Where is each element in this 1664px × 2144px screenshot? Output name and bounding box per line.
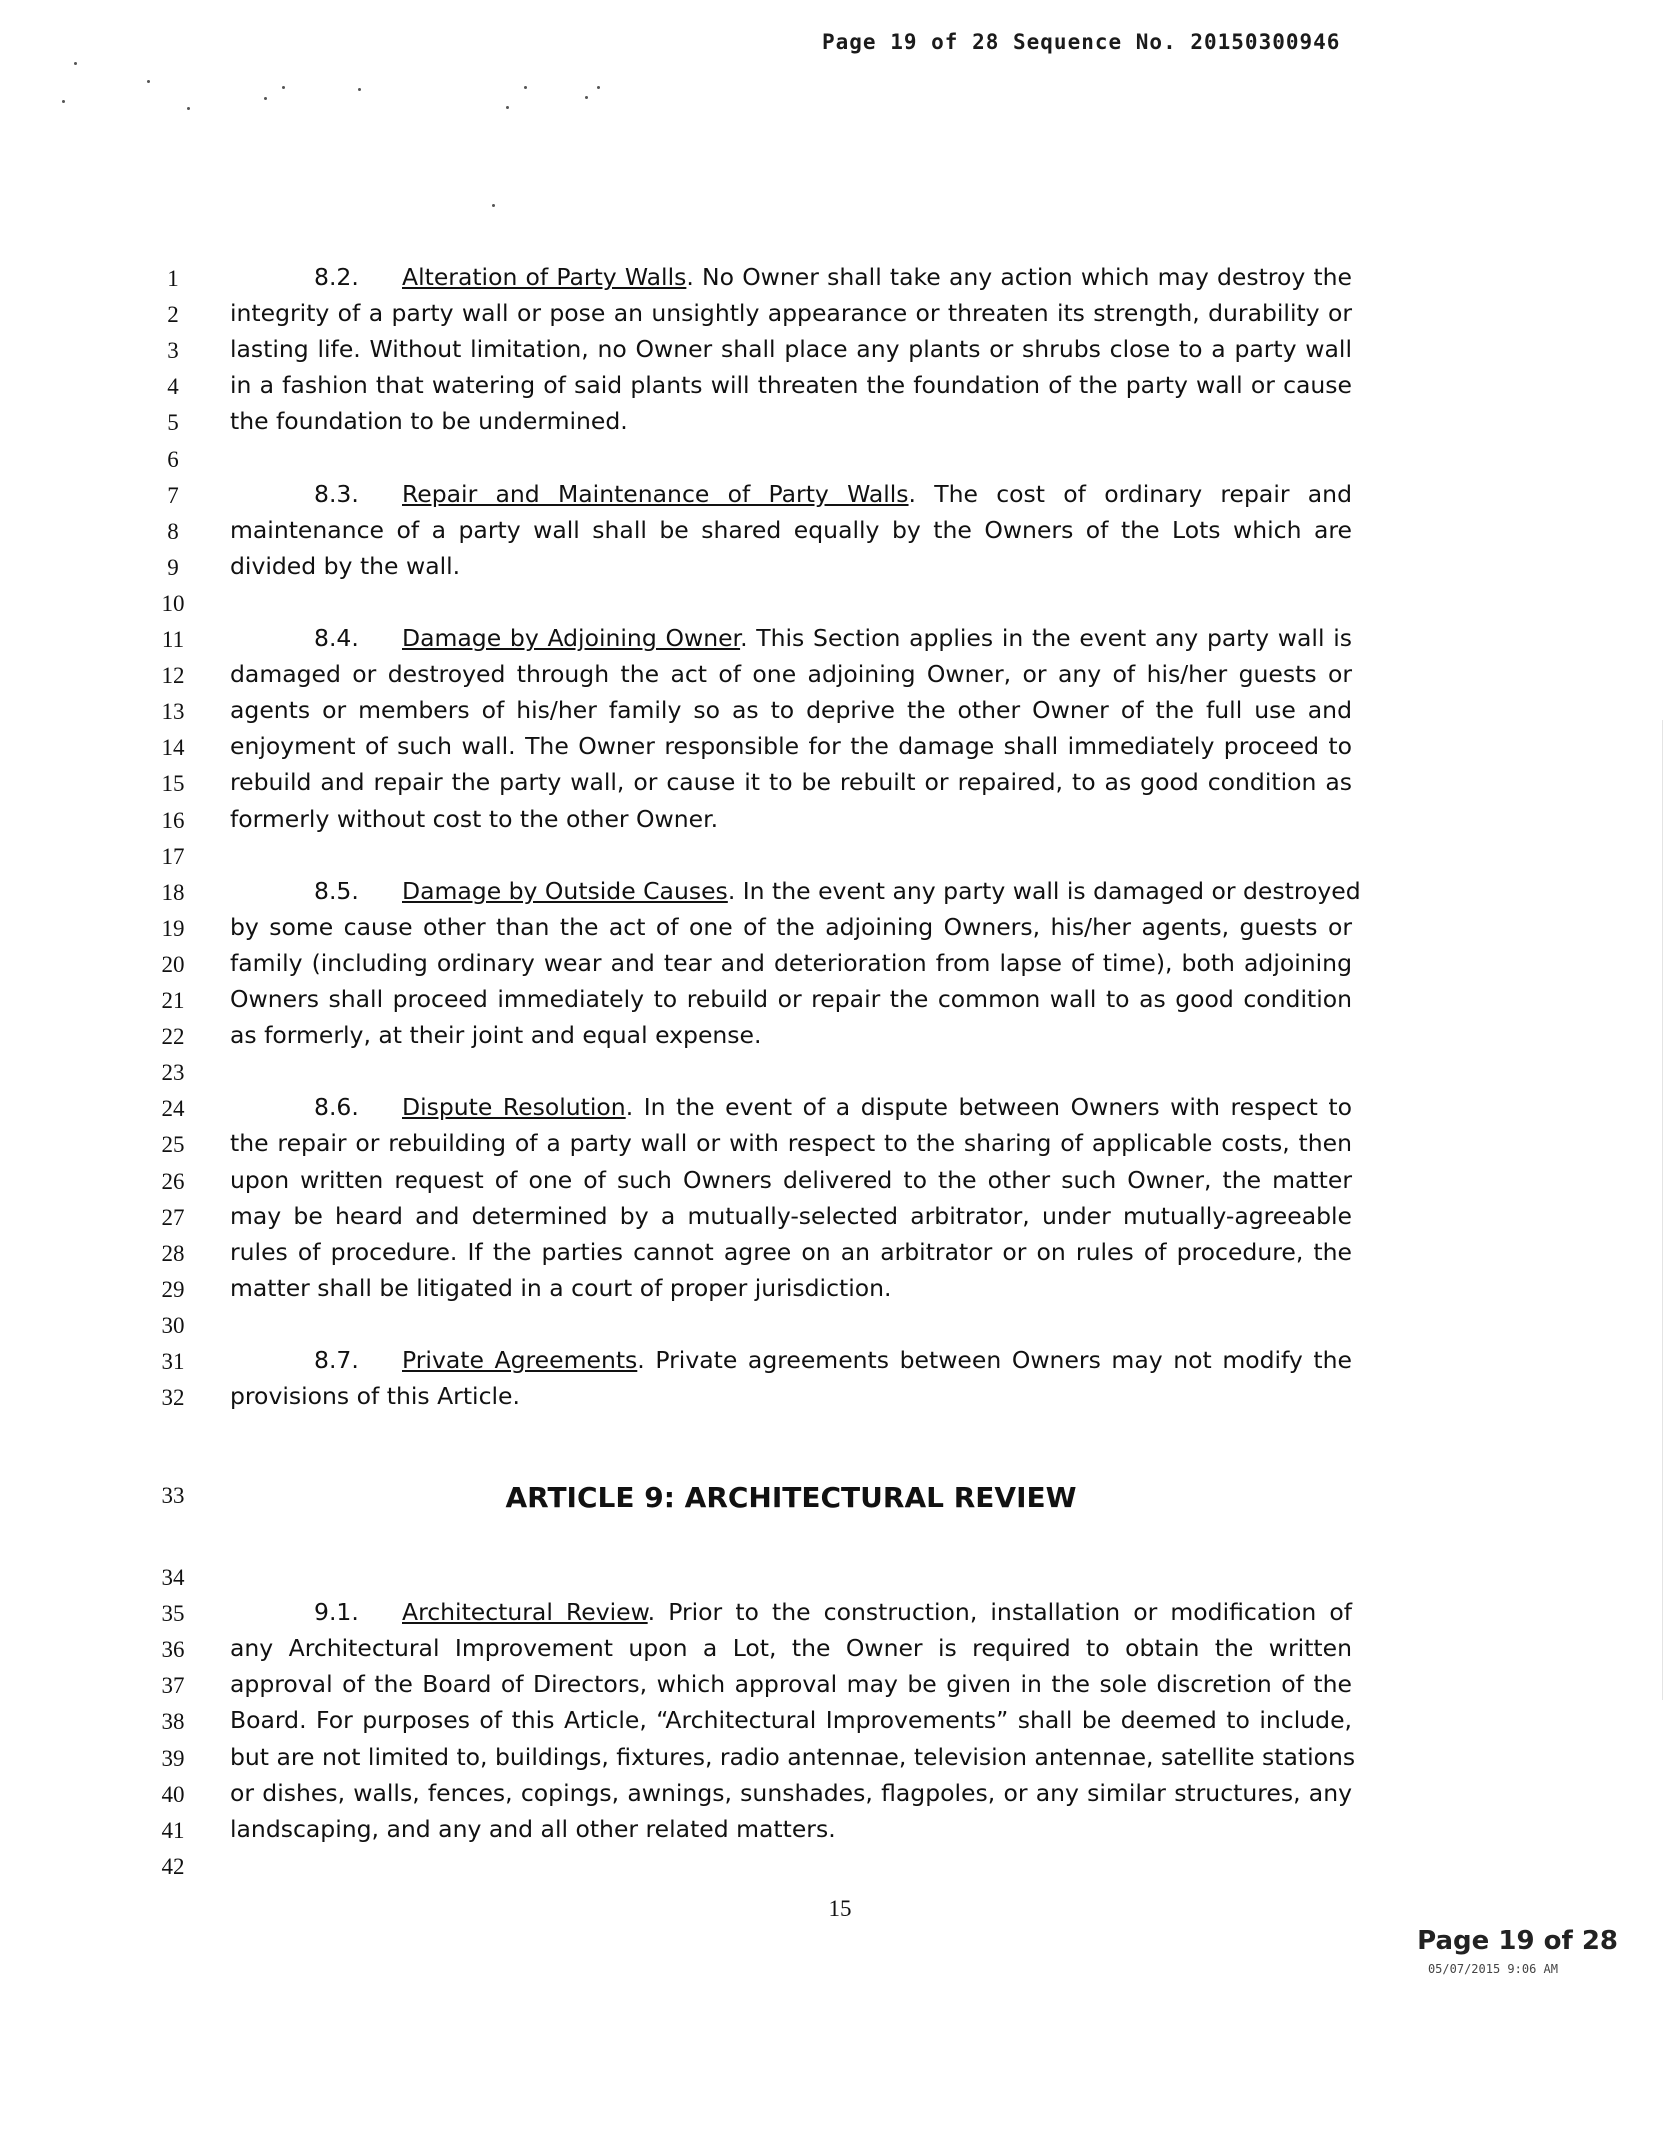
section-first-line [230,876,1361,906]
scan-speck [585,96,588,99]
line-number: 3 [167,338,179,363]
line-number: 42 [161,1854,185,1879]
section-text: . Private agreements between Owners may not modify the [637,1346,1352,1374]
text-line: matter shall be litigated in a court of proper jurisdiction. [230,1274,892,1302]
line-number: 5 [167,410,179,435]
section-first-line [230,623,1352,653]
line-number: 18 [161,880,185,905]
section-text: . The cost of ordinary repair and [908,480,1352,508]
line-number: 40 [161,1782,185,1807]
section-title: Architectural Review [402,1598,648,1626]
line-number: 15 [161,771,185,796]
section-title: Alteration of Party Walls [402,263,687,291]
line-number: 9 [167,555,179,580]
line-number: 19 [161,916,185,941]
text-line: rebuild and repair the party wall, or cause it to be rebuilt or repaired, to as good condition as [230,768,1352,796]
line-number: 20 [161,952,185,977]
section-first-line [230,262,1352,292]
line-number: 16 [161,808,185,833]
text-line: in a fashion that watering of said plants will threaten the foundation of the party wall or cause [230,371,1352,399]
text-line: lasting life. Without limitation, no Owner shall place any plants or shrubs close to a party wall [230,335,1352,363]
text-line: approval of the Board of Directors, which approval may be given in the sole discretion of the [230,1670,1352,1698]
line-number: 27 [161,1205,185,1230]
line-number: 2 [167,302,179,327]
scan-edge-line [1662,720,1663,1700]
line-number: 6 [167,447,179,472]
section-text: . Prior to the construction, installation or modification of [647,1598,1352,1626]
scan-speck [524,86,527,89]
line-number: 24 [161,1096,185,1121]
line-number: 33 [161,1483,185,1508]
text-line: or dishes, walls, fences, copings, awnings, sunshades, flagpoles, or any similar structures, any [230,1779,1352,1807]
scan-speck [74,62,77,65]
line-number: 38 [161,1709,185,1734]
scan-speck [282,86,285,89]
line-number: 10 [161,591,185,616]
text-line: maintenance of a party wall shall be shared equally by the Owners of the Lots which are [230,516,1352,544]
line-number: 30 [161,1313,185,1338]
section-first-line [230,479,1352,509]
text-line: by some cause other than the act of one of the adjoining Owners, his/her agents, guests or [230,913,1352,941]
text-line: landscaping, and any and all other related matters. [230,1815,836,1843]
section-number: 9.1. [314,1598,359,1626]
line-number: 4 [167,374,179,399]
text-line: agents or members of his/her family so as to deprive the other Owner of the full use and [230,696,1352,724]
section-first-line [230,1092,1352,1122]
text-line: enjoyment of such wall. The Owner responsible for the damage shall immediately proceed to [230,732,1352,760]
text-line: the foundation to be undermined. [230,407,628,435]
section-title: Dispute Resolution [402,1093,626,1121]
section-number: 8.2. [314,263,359,291]
text-line: rules of procedure. If the parties cannot agree on an arbitrator or on rules of procedure, the [230,1238,1352,1266]
text-line: Board. For purposes of this Article, “Architectural Improvements” shall be deemed to include, [230,1706,1352,1734]
text-line: family (including ordinary wear and tear and deterioration from lapse of time), both adjoining [230,949,1352,977]
line-number: 26 [161,1169,185,1194]
line-number: 41 [161,1818,185,1843]
text-line: Owners shall proceed immediately to rebuild or repair the common wall to as good condition [230,985,1352,1013]
footer-page-label: Page 19 of 28 [1417,1926,1618,1956]
line-number: 35 [161,1601,185,1626]
text-line: provisions of this Article. [230,1382,520,1410]
scan-speck [506,106,509,109]
line-number: 34 [161,1565,185,1590]
section-first-line [230,1345,1352,1375]
footer-timestamp: 05/07/2015 9:06 AM [1427,1962,1558,1976]
text-line: as formerly, at their joint and equal expense. [230,1021,762,1049]
text-line: the repair or rebuilding of a party wall or with respect to the sharing of applicable costs, then [230,1129,1352,1157]
text-line: but are not limited to, buildings, fixtures, radio antennae, television antennae, satellite stations [230,1743,1356,1771]
line-number: 17 [161,844,185,869]
line-number: 8 [167,519,179,544]
scan-speck [358,88,361,91]
header-sequence-line: Page 19 of 28 Sequence No. 20150300946 [822,30,1341,54]
section-number: 8.3. [314,480,359,508]
text-line: integrity of a party wall or pose an unsightly appearance or threaten its strength, durability or [230,299,1352,327]
scan-speck [492,204,495,207]
text-line: divided by the wall. [230,552,461,580]
line-number: 22 [161,1024,185,1049]
section-title: Repair and Maintenance of Party Walls [402,480,909,508]
scan-speck [62,100,65,103]
page-number: 15 [828,1896,852,1921]
section-title: Damage by Outside Causes [402,877,728,905]
scan-speck [187,107,190,110]
scan-speck [147,80,150,83]
section-text: . In the event of a dispute between Owners with respect to [625,1093,1352,1121]
line-number: 32 [161,1385,185,1410]
text-line: any Architectural Improvement upon a Lot, the Owner is required to obtain the written [230,1634,1352,1662]
line-number: 14 [161,735,185,760]
line-number: 31 [161,1349,185,1374]
scan-speck [264,97,267,100]
line-number: 29 [161,1277,185,1302]
section-number: 8.7. [314,1346,359,1374]
line-number: 13 [161,699,185,724]
section-text: . This Section applies in the event any party wall is [740,624,1352,652]
section-text: . No Owner shall take any action which may destroy the [686,263,1353,291]
line-number: 23 [161,1060,185,1085]
section-number: 8.5. [314,877,359,905]
section-text: . In the event any party wall is damaged or destroyed [727,877,1361,905]
line-number: 11 [161,627,185,652]
line-number: 7 [167,483,179,508]
text-line: may be heard and determined by a mutually-selected arbitrator, under mutually-agreeable [230,1202,1352,1230]
scan-speck [597,86,600,89]
section-title: Private Agreements [402,1346,638,1374]
text-line: upon written request of one of such Owners delivered to the other such Owner, the matter [230,1166,1352,1194]
text-line: damaged or destroyed through the act of one adjoining Owner, or any of his/her guests or [230,660,1352,688]
section-first-line [230,1597,1352,1627]
line-number: 28 [161,1241,185,1266]
line-number: 12 [161,663,185,688]
line-number: 25 [161,1132,185,1157]
line-number: 21 [161,988,185,1013]
line-number: 1 [167,266,179,291]
text-line: formerly without cost to the other Owner. [230,805,719,833]
line-number: 37 [161,1673,185,1698]
line-number: 36 [161,1637,185,1662]
section-number: 8.6. [314,1093,359,1121]
section-number: 8.4. [314,624,359,652]
article-heading: ARTICLE 9: ARCHITECTURAL REVIEW [505,1481,1077,1514]
line-number: 39 [161,1746,185,1771]
section-title: Damage by Adjoining Owner [402,624,741,652]
